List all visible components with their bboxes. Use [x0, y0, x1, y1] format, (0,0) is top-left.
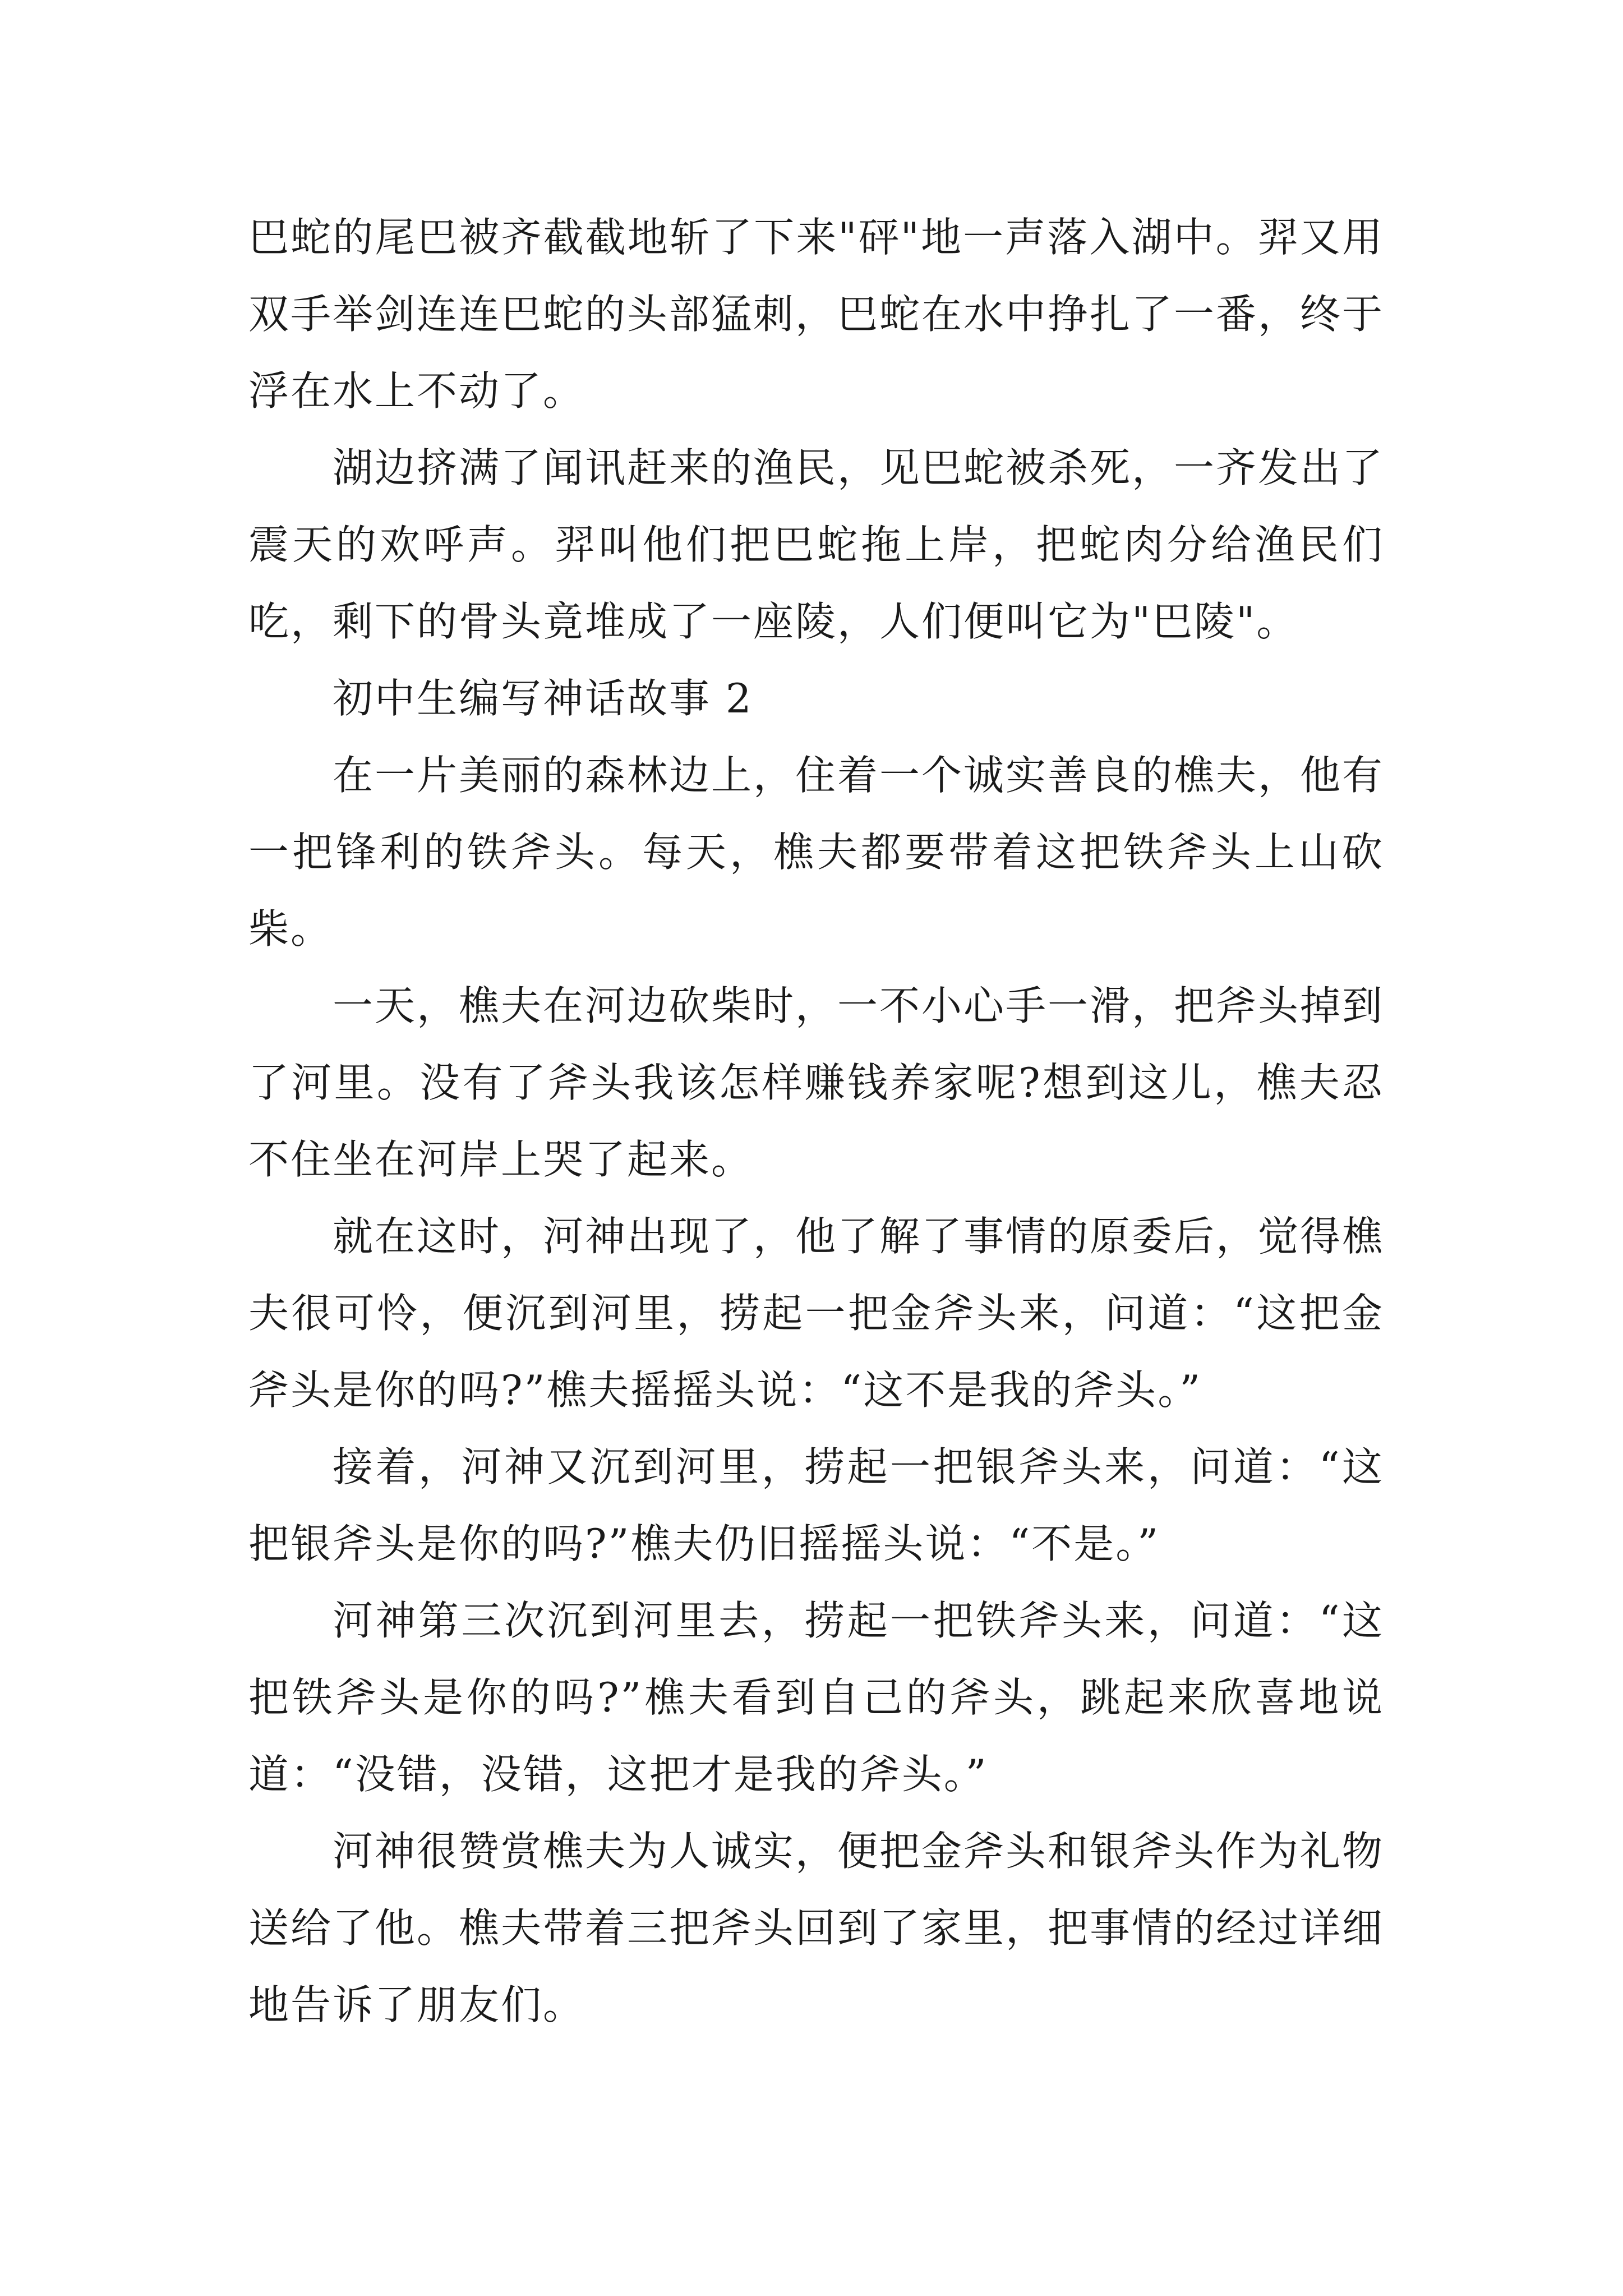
paragraph: 在一片美丽的森林边上，住着一个诚实善良的樵夫，他有一把锋利的铁斧头。每天，樵夫都要带着这把铁斧头上山砍柴。: [248, 752, 1385, 953]
paragraph: 河神很赞赏樵夫为人诚实，便把金斧头和银斧头作为礼物送给了他。樵夫带着三把斧头回到了家里，把事情的经过详细地告诉了朋友们。: [248, 1828, 1385, 2028]
paragraph: 湖边挤满了闻讯赶来的渔民，见巴蛇被杀死，一齐发出了震天的欢呼声。羿叫他们把巴蛇拖上岸，把蛇肉分给渔民们吃，剩下的骨头竟堆成了一座陵，人们便叫它为"巴陵"。: [248, 444, 1385, 645]
document-body: [248, 199, 1384, 2044]
paragraph: 接着，河神又沉到河里，捞起一把银斧头来，问道：“这把银斧头是你的吗?”樵夫仍旧摇摇头说：“不是。”: [248, 1443, 1384, 1567]
paragraph: 就在这时，河神出现了，他了解了事情的原委后，觉得樵夫很可怜，便沉到河里，捞起一把金斧头来，问道：“这把金斧头是你的吗?”樵夫摇摇头说：“这不是我的斧头。”: [248, 1213, 1385, 1414]
paragraph-continued: 巴蛇的尾巴被齐截截地斩了下来"砰"地一声落入湖中。羿又用双手举剑连连巴蛇的头部猛刺，巴蛇在水中挣扎了一番，终于浮在水上不动了。: [248, 214, 1385, 415]
paragraph: 一天，樵夫在河边砍柴时，一不小心手一滑，把斧头掉到了河里。没有了斧头我该怎样赚钱养家呢?想到这儿，樵夫忍不住坐在河岸上哭了起来。: [248, 982, 1385, 1183]
story-title: 初中生编写神话故事 2: [333, 675, 753, 722]
paragraph: 河神第三次沉到河里去，捞起一把铁斧头来，问道：“这把铁斧头是你的吗?”樵夫看到自己的斧头，跳起来欣喜地说道：“没错，没错，这把才是我的斧头。”: [248, 1597, 1384, 1798]
